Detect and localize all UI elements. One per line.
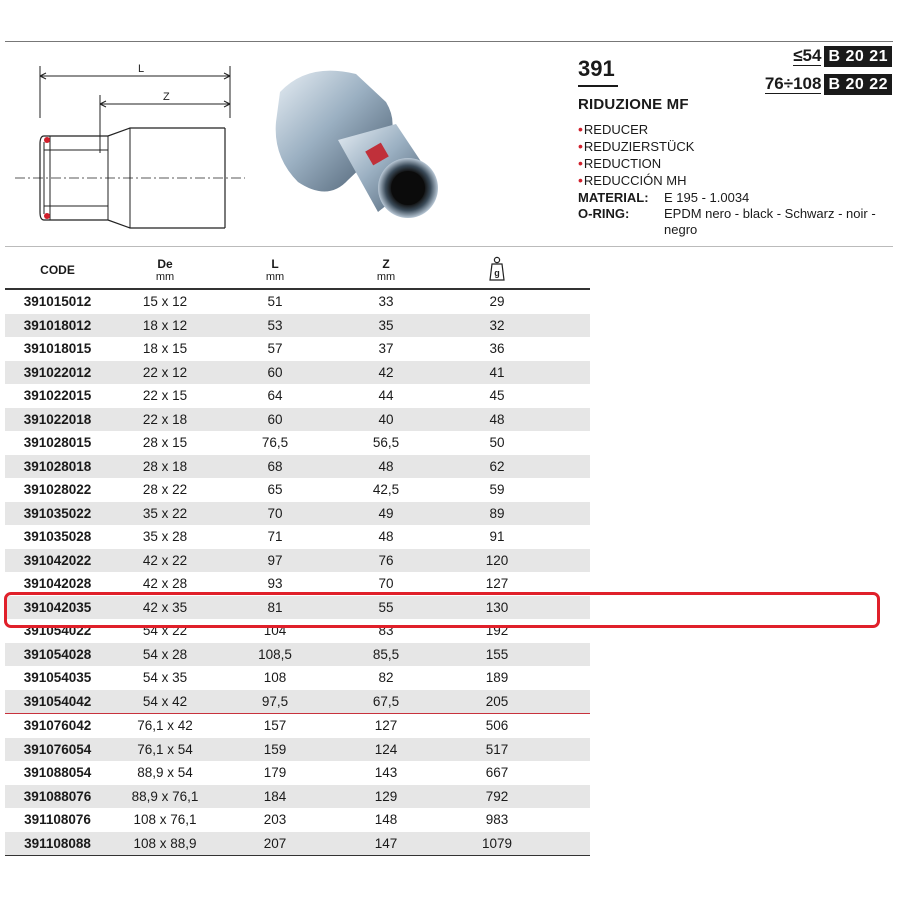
cell-w: 36	[489, 341, 505, 357]
table-row	[5, 714, 590, 738]
cell-de: 42 x 22	[110, 549, 220, 573]
cell-w: 192	[485, 623, 509, 639]
cell-z: 67,5	[330, 690, 442, 714]
cell-code: 391018012	[5, 314, 110, 338]
translation-item: •REDUCER	[578, 121, 649, 137]
cell-w: 127	[485, 576, 509, 592]
bullet-icon: •	[578, 155, 583, 171]
cell-code: 391054035	[23, 670, 92, 686]
cell-z: 56,5	[372, 435, 400, 451]
cell-de: 76,1 x 42	[137, 718, 193, 734]
cell-w: 1079	[442, 832, 552, 856]
cell-de: 22 x 18	[110, 408, 220, 432]
product-title: RIDUZIONE MF	[578, 96, 689, 113]
cell-w: 189	[485, 670, 509, 686]
cell-w: 91	[489, 529, 505, 545]
header-z: Z mm	[376, 257, 396, 283]
table-row	[5, 337, 590, 361]
table-row	[5, 643, 590, 667]
product-table	[5, 252, 590, 856]
cell-w: 62	[442, 455, 552, 479]
bullet-icon: •	[578, 138, 583, 154]
cell-code: 391088054	[23, 765, 92, 781]
cell-z: 129	[330, 785, 442, 809]
category-range: 76÷108	[764, 74, 822, 93]
cell-w: 45	[489, 388, 505, 404]
cell-de: 54 x 22	[142, 623, 188, 639]
table-row	[5, 478, 590, 502]
cell-code: 391054042	[5, 690, 110, 714]
table-row	[5, 455, 590, 479]
table-row	[5, 666, 590, 690]
cell-de: 42 x 35	[110, 596, 220, 620]
cell-l: 108,5	[220, 643, 330, 667]
cell-z: 35	[330, 314, 442, 338]
cell-de: 108 x 88,9	[110, 832, 220, 856]
product-code-underline	[578, 85, 618, 87]
cell-code: 391076054	[5, 738, 110, 762]
cell-l: 64	[267, 388, 283, 404]
svg-text:g: g	[494, 267, 500, 278]
cell-w: 506	[485, 718, 509, 734]
highlighted-row-outline	[4, 592, 880, 628]
table-row	[5, 808, 590, 832]
table-row	[5, 690, 590, 714]
cell-z: 48	[378, 529, 394, 545]
cell-z: 48	[330, 455, 442, 479]
cell-w: 667	[485, 765, 509, 781]
cell-code: 391035028	[23, 529, 92, 545]
table-row	[5, 738, 590, 762]
table-row	[5, 289, 590, 314]
cell-code: 391042035	[5, 596, 110, 620]
cell-z: 42,5	[372, 482, 400, 498]
cell-z: 147	[330, 832, 442, 856]
header-de: De mm	[155, 257, 175, 283]
table-row	[5, 785, 590, 809]
cell-w: 29	[489, 294, 505, 310]
cell-l: 70	[220, 502, 330, 526]
cell-code: 391088076	[5, 785, 110, 809]
oring-value: EPDM nero - black - Schwarz - noir - negro	[664, 206, 876, 237]
table-row	[5, 384, 590, 408]
cell-l: 81	[220, 596, 330, 620]
cell-code: 391076042	[23, 718, 92, 734]
cell-w: 983	[485, 812, 509, 828]
category-code: B 20 21	[824, 46, 892, 67]
cell-w: 59	[489, 482, 505, 498]
cell-code: 391108076	[24, 812, 91, 828]
cell-w: 517	[442, 738, 552, 762]
table-row	[5, 408, 590, 432]
cell-z: 127	[374, 718, 398, 734]
cell-l: 71	[267, 529, 283, 545]
cell-w: 48	[442, 408, 552, 432]
cell-w: 41	[442, 361, 552, 385]
cell-de: 88,9 x 54	[137, 765, 193, 781]
cell-w: 50	[489, 435, 505, 451]
product-code: 391	[578, 56, 615, 81]
cell-code: 391042028	[23, 576, 92, 592]
cell-de: 35 x 22	[110, 502, 220, 526]
cell-l: 93	[267, 576, 283, 592]
cell-code: 391035022	[5, 502, 110, 526]
svg-text:L: L	[138, 63, 145, 75]
cell-code: 391054028	[5, 643, 110, 667]
table-row	[5, 832, 590, 856]
cell-z: 49	[330, 502, 442, 526]
table-row	[5, 761, 590, 785]
category-range: ≤54	[793, 46, 822, 65]
cell-de: 54 x 28	[110, 643, 220, 667]
cell-de: 28 x 15	[142, 435, 188, 451]
product-photo	[268, 62, 448, 232]
table-row	[5, 314, 590, 338]
cell-w: 205	[442, 690, 552, 714]
cell-code: 391018015	[23, 341, 92, 357]
cell-l: 159	[220, 738, 330, 762]
cell-de: 28 x 18	[110, 455, 220, 479]
header-l: L mm	[265, 257, 285, 283]
cell-de: 54 x 42	[110, 690, 220, 714]
cell-l: 97	[220, 549, 330, 573]
cell-l: 65	[267, 482, 283, 498]
cell-code: 391015012	[23, 294, 92, 310]
cell-code: 391028018	[5, 455, 110, 479]
technical-drawing	[10, 58, 250, 238]
translation-item: •REDUCCIÓN MH	[578, 172, 687, 188]
cell-de: 28 x 22	[142, 482, 188, 498]
cell-code: 391022012	[5, 361, 110, 385]
cell-z: 44	[378, 388, 394, 404]
cell-l: 76,5	[261, 435, 289, 451]
cell-z: 124	[330, 738, 442, 762]
oring-marker-icon	[44, 137, 50, 143]
cell-code: 391028015	[23, 435, 92, 451]
cell-code: 391022018	[5, 408, 110, 432]
header-weight	[442, 252, 552, 289]
cell-de: 22 x 15	[142, 388, 188, 404]
category-badge-small	[793, 46, 892, 67]
section-divider	[5, 246, 893, 247]
cell-de: 22 x 12	[110, 361, 220, 385]
cell-de: 15 x 12	[142, 294, 188, 310]
cell-de: 42 x 28	[142, 576, 188, 592]
cell-z: 55	[330, 596, 442, 620]
material-label: MATERIAL:	[578, 190, 649, 205]
table-row	[5, 431, 590, 455]
cell-de: 18 x 12	[110, 314, 220, 338]
cell-w: 792	[442, 785, 552, 809]
cell-w: 32	[442, 314, 552, 338]
cell-de: 88,9 x 76,1	[110, 785, 220, 809]
cell-l: 97,5	[220, 690, 330, 714]
oring-marker-icon	[44, 213, 50, 219]
cell-l: 203	[263, 812, 287, 828]
cell-l: 68	[220, 455, 330, 479]
cell-code: 391042022	[5, 549, 110, 573]
cell-l: 53	[220, 314, 330, 338]
oring-label: O-RING:	[578, 206, 630, 221]
cell-z: 76	[330, 549, 442, 573]
cell-code: 391028022	[23, 482, 92, 498]
translation-item: •REDUZIERSTÜCK	[578, 138, 695, 154]
cell-l: 108	[263, 670, 287, 686]
cell-w: 155	[442, 643, 552, 667]
cell-z: 40	[330, 408, 442, 432]
cell-l: 60	[220, 361, 330, 385]
bullet-icon: •	[578, 172, 583, 188]
cell-code: 391054022	[23, 623, 92, 639]
category-code: B 20 22	[824, 74, 892, 95]
weight-icon	[488, 256, 506, 282]
translations-list	[578, 121, 694, 189]
cell-z: 148	[374, 812, 398, 828]
cell-code: 391108088	[5, 832, 110, 856]
cell-l: 157	[263, 718, 287, 734]
header-code: CODE	[40, 263, 75, 277]
svg-text:Z: Z	[163, 91, 170, 103]
cell-l: 51	[267, 294, 283, 310]
cell-w: 120	[442, 549, 552, 573]
material-value: E 195 - 1.0034	[664, 190, 750, 205]
cell-z: 33	[378, 294, 394, 310]
bullet-icon: •	[578, 121, 583, 137]
cell-z: 42	[330, 361, 442, 385]
table-row	[5, 361, 590, 385]
cell-l: 184	[220, 785, 330, 809]
translation-item: •REDUCTION	[578, 155, 662, 171]
cell-z: 70	[378, 576, 394, 592]
cell-de: 108 x 76,1	[133, 812, 197, 828]
cell-l: 179	[263, 765, 287, 781]
cell-z: 85,5	[330, 643, 442, 667]
cell-w: 130	[442, 596, 552, 620]
table-row	[5, 502, 590, 526]
top-rule	[5, 41, 893, 42]
cell-l: 60	[220, 408, 330, 432]
cell-de: 54 x 35	[142, 670, 188, 686]
cell-z: 143	[374, 765, 398, 781]
cell-l: 104	[263, 623, 287, 639]
cell-z: 37	[378, 341, 394, 357]
cell-l: 57	[267, 341, 283, 357]
cell-de: 18 x 15	[142, 341, 188, 357]
cell-z: 82	[378, 670, 394, 686]
table-header-row	[5, 252, 590, 289]
cell-w: 89	[442, 502, 552, 526]
cell-code: 391022015	[23, 388, 92, 404]
cell-de: 35 x 28	[142, 529, 188, 545]
cell-z: 83	[378, 623, 394, 639]
table-row	[5, 549, 590, 573]
category-badge-large	[765, 74, 892, 95]
cell-l: 207	[220, 832, 330, 856]
cell-de: 76,1 x 54	[110, 738, 220, 762]
table-row	[5, 525, 590, 549]
